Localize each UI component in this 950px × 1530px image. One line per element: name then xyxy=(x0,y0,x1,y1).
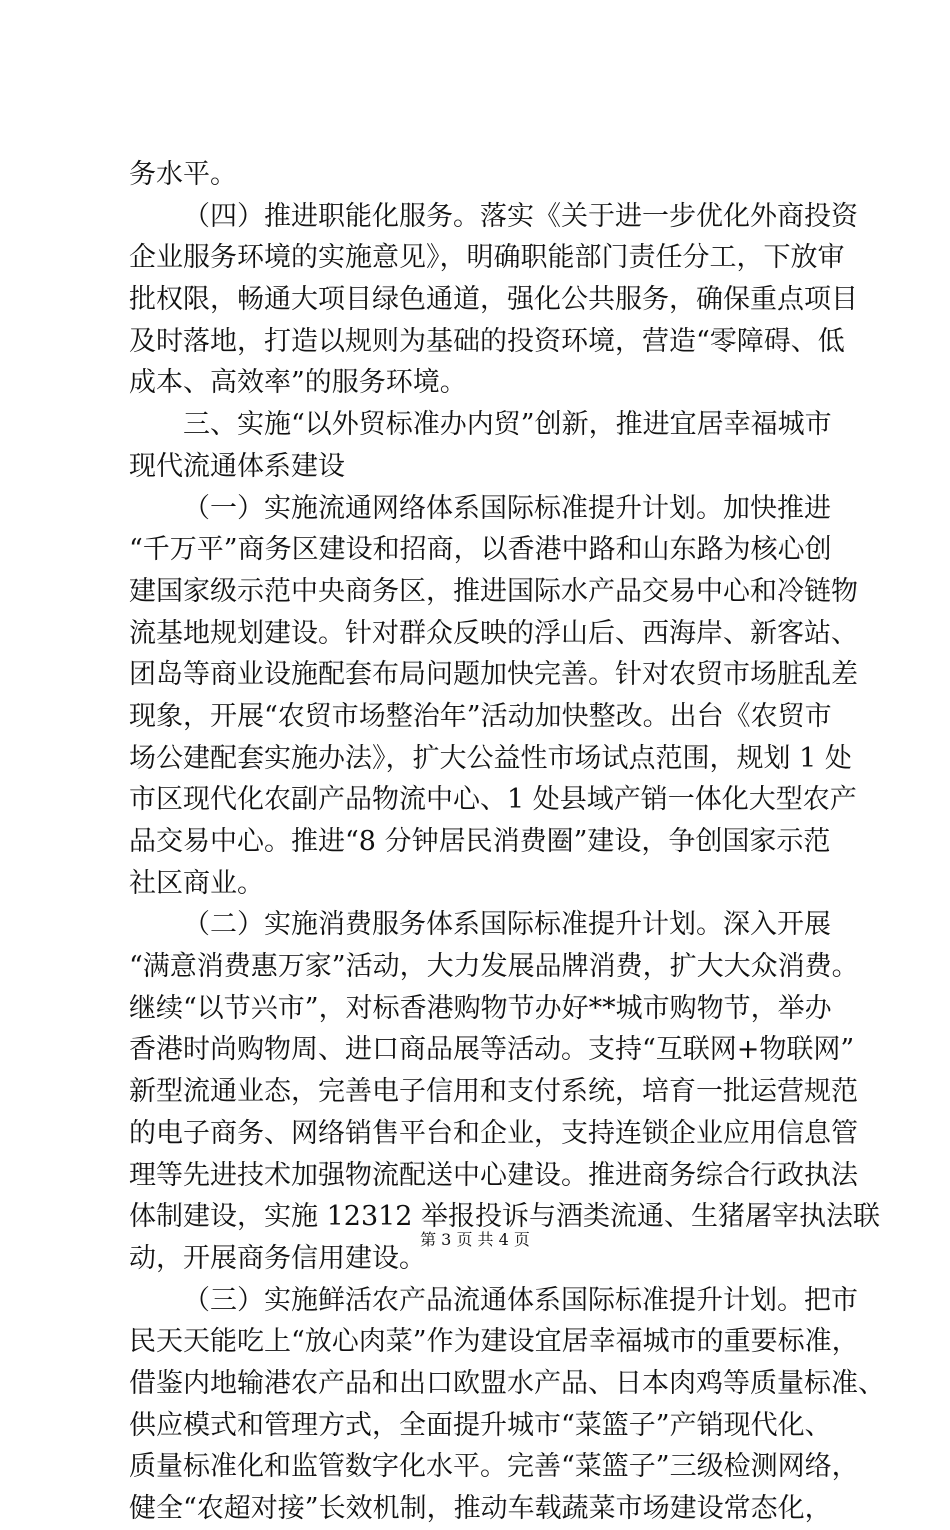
text-line: （一）实施流通网络体系国际标准提升计划。加快推进 xyxy=(183,492,831,524)
text-line: 供应模式和管理方式，全面提升城市“菜篮子”产销现代化、 xyxy=(129,1409,832,1441)
text-line: 品交易中心。推进“8 分钟居民消费圈”建设，争创国家示范 xyxy=(129,826,831,857)
text-line: 现象，开展“农贸市场整治年”活动加快整改。出台《农贸市 xyxy=(129,700,832,732)
text-line: “千万平”商务区建设和招商，以香港中路和山东路为核心创 xyxy=(129,534,832,566)
text-line: 质量标准化和监管数字化水平。完善“菜篮子”三级检测网络， xyxy=(129,1451,859,1483)
text-line: 继续“以节兴市”，对标香港购物节办好**城市购物节，举办 xyxy=(129,992,832,1024)
text-line: 社区商业。 xyxy=(129,867,264,899)
text-line: “满意消费惠万家”活动，大力发展品牌消费，扩大大众消费。 xyxy=(129,951,859,983)
text-line: （四）推进职能化服务。落实《关于进一步优化外商投资 xyxy=(183,200,858,232)
text-line: 动，开展商务信用建设。 xyxy=(129,1242,426,1274)
text-line: 批权限，畅通大项目绿色通道，强化公共服务，确保重点项目 xyxy=(129,284,858,316)
text-line: 香港时尚购物周、进口商品展等活动。支持“互联网+物联网” xyxy=(129,1034,855,1066)
text-line: 的电子商务、网络销售平台和企业，支持连锁企业应用信息管 xyxy=(129,1117,858,1149)
text-line: 体制建设，实施 12312 举报投诉与酒类流通、生猪屠宰执法联 xyxy=(129,1201,881,1233)
document-body xyxy=(129,154,885,1530)
text-line: 成本、高效率”的服务环境。 xyxy=(129,367,467,399)
text-line: 民天天能吃上“放心肉菜”作为建设宜居幸福城市的重要标准， xyxy=(129,1326,859,1358)
text-line: 团岛等商业设施配套布局问题加快完善。针对农贸市场脏乱差 xyxy=(129,659,858,691)
text-line: （二）实施消费服务体系国际标准提升计划。深入开展 xyxy=(183,909,831,941)
text-line: 企业服务环境的实施意见》，明确职能部门责任分工，下放审 xyxy=(129,242,845,274)
text-line: 务水平。 xyxy=(129,159,237,190)
text-line: 场公建配套实施办法》，扩大公益性市场试点范围，规划 1 处 xyxy=(129,742,852,774)
text-line: 借鉴内地输港农产品和出口欧盟水产品、日本肉鸡等质量标准、 xyxy=(129,1367,885,1399)
text-line: （三）实施鲜活农产品流通体系国际标准提升计划。把市 xyxy=(183,1284,858,1316)
page-footer: 第 3 页 共 4 页 xyxy=(420,1230,530,1249)
text-line: 现代流通体系建设 xyxy=(129,450,345,482)
text-line: 及时落地，打造以规则为基础的投资环境，营造“零障碍、低 xyxy=(129,325,845,357)
text-line: 三、实施“以外贸标准办内贸”创新，推进宜居幸福城市 xyxy=(183,409,832,441)
text-line: 健全“农超对接”长效机制，推动车载蔬菜市场建设常态化， xyxy=(129,1493,832,1524)
text-line: 理等先进技术加强物流配送中心建设。推进商务综合行政执法 xyxy=(129,1159,858,1191)
text-line: 流基地规划建设。针对群众反映的浮山后、西海岸、新客站、 xyxy=(129,617,858,649)
text-line: 市区现代化农副产品物流中心、1 处县域产销一体化大型农产 xyxy=(129,784,857,816)
text-line: 新型流通业态，完善电子信用和支付系统，培育一批运营规范 xyxy=(129,1076,858,1108)
text-line: 建国家级示范中央商务区，推进国际水产品交易中心和冷链物 xyxy=(129,575,858,607)
